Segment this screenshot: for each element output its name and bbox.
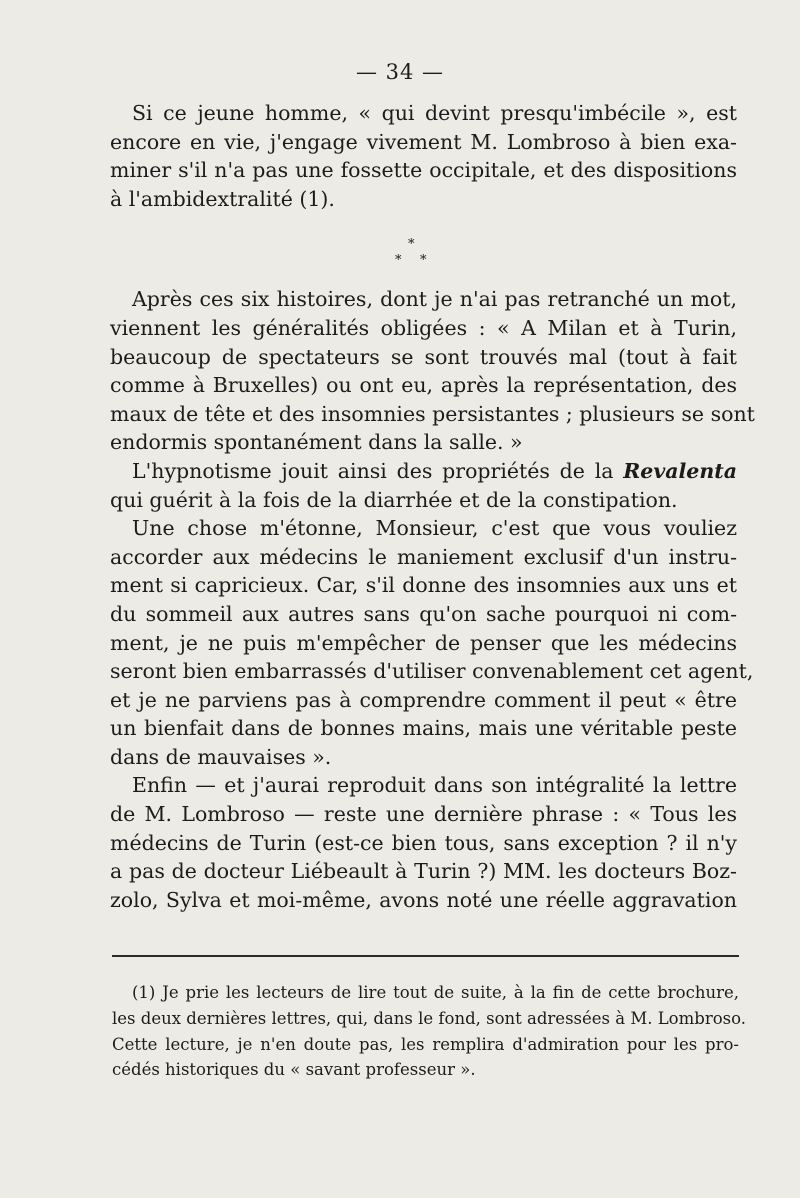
text-line: seront bien embarrassés d'utiliser convenablement cet agent,	[110, 659, 754, 684]
revalenta-term: Revalenta	[623, 458, 737, 483]
text-line: Enfin — et j'aurai reproduit dans son intégralité la lettre	[132, 773, 737, 798]
text-line: endormis spontanément dans la salle. »	[110, 430, 523, 455]
text-line: médecins de Turin (est-ce bien tous, sans exception ? il n'y	[110, 830, 737, 855]
text-line: encore en vie, j'engage vivement M. Lombroso à bien exa-	[110, 129, 737, 154]
text-line: ment si capricieux. Car, s'il donne des insomnies aux uns et	[110, 573, 737, 598]
footnote	[112, 980, 746, 1083]
text-line: du sommeil aux autres sans qu'on sache pourquoi ni com-	[110, 601, 737, 626]
footnote-rule	[112, 955, 739, 957]
asterisk-mark: *	[408, 237, 415, 252]
text-line: ment, je ne puis m'empêcher de penser que les médecins	[110, 630, 737, 655]
text-line: Une chose m'étonne, Monsieur, c'est que vous vouliez	[132, 516, 737, 541]
text-line: dans de mauvaises ».	[110, 744, 332, 769]
footnote-line: les deux dernières lettres, qui, dans le fond, sont adressées à M. Lombroso.	[112, 1008, 746, 1028]
asterisk-mark: *	[395, 253, 402, 268]
footnote-line: Cette lecture, je n'en doute pas, les remplira d'admiration pour les pro-	[112, 1034, 739, 1054]
footnote-line: (1) Je prie les lecteurs de lire tout de suite, à la fin de cette brochure,	[132, 983, 739, 1002]
text-line: accorder aux médecins le maniement exclusif d'un instru-	[110, 544, 737, 569]
text-line: et je ne parviens pas à comprendre comment il peut « être	[110, 687, 737, 712]
text-line: beaucoup de spectateurs se sont trouvés mal (tout à fait	[110, 344, 737, 369]
page-number: — 34 —	[355, 60, 445, 84]
text-line: comme à Bruxelles) ou ont eu, après la représentation, des	[110, 373, 737, 398]
footnote-line: cédés historiques du « savant professeur ».	[112, 1060, 476, 1080]
text-line	[110, 457, 737, 486]
text-line: viennent les généralités obligées : « A Milan et à Turin,	[110, 315, 737, 340]
text-line: à l'ambidextralité (1).	[110, 186, 335, 211]
text-line: miner s'il n'a pas une fossette occipitale, et des dispositions	[110, 158, 737, 183]
text-line: un bienfait dans de bonnes mains, mais une véritable peste	[110, 716, 737, 741]
text-line: zolo, Sylva et moi-même, avons noté une réelle aggravation	[110, 887, 737, 912]
text-line-start: L'hypnotisme jouit ainsi des propriétés de la	[132, 458, 624, 483]
asterisk-mark: *	[420, 253, 427, 268]
text-line: Après ces six histoires, dont je n'ai pas retranché un mot,	[132, 287, 737, 312]
text-line: Si ce jeune homme, « qui devint presqu'imbécile », est	[132, 101, 737, 125]
text-line: maux de tête et des insomnies persistantes ; plusieurs se sont	[110, 401, 755, 426]
text-line: de M. Lombroso — reste une dernière phrase : « Tous les	[110, 802, 737, 827]
section-asterism	[395, 237, 435, 267]
text-line: qui guérit à la fois de la diarrhée et de la constipation.	[110, 487, 678, 512]
text-line: a pas de docteur Liébeault à Turin ?) MM. les docteurs Boz-	[110, 859, 737, 884]
main-text	[110, 99, 755, 914]
